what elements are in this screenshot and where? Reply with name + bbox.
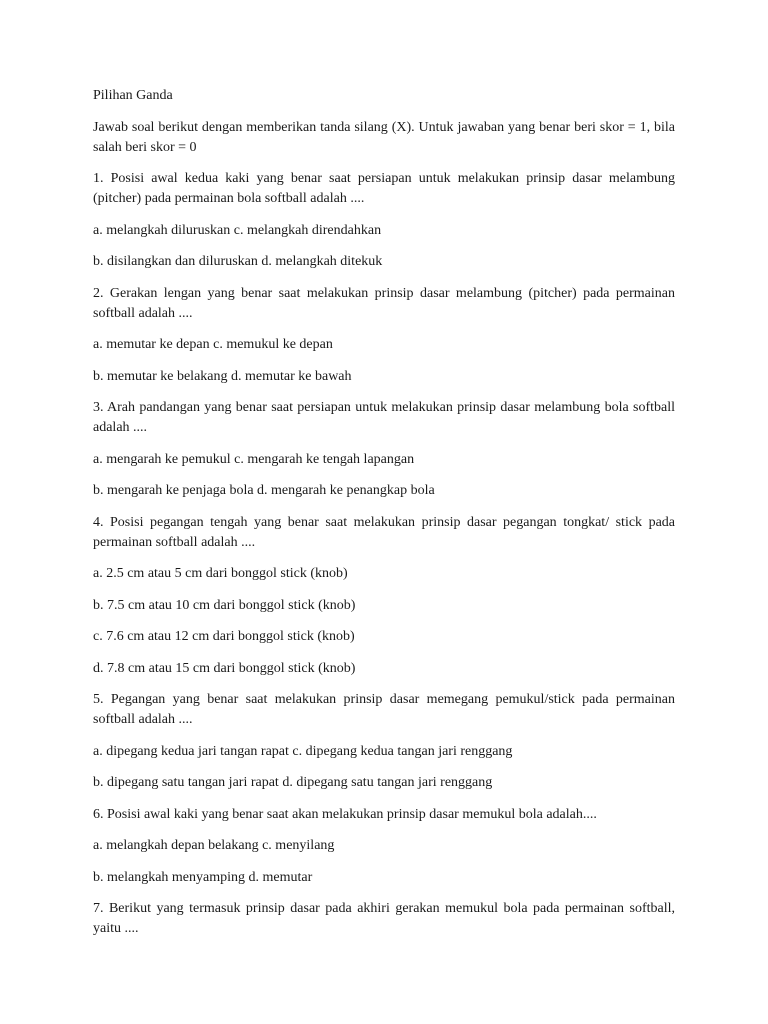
instruction-text: Jawab soal berikut dengan memberikan tanda silang (X). Untuk jawaban yang benar beri skor = 1, bila salah beri skor = 0 — [93, 119, 675, 155]
question-6-option-line-1: a. melangkah depan belakang c. menyilang — [93, 838, 335, 853]
question-3: 3. Arah pandangan yang benar saat persiapan untuk melakukan prinsip dasar melambung bola softball adalah .... — [93, 400, 675, 435]
question-4-option-d: d. 7.8 cm atau 15 cm dari bonggol stick (knob) — [93, 660, 356, 676]
section-heading: Pilihan Ganda — [93, 88, 173, 103]
question-5-option-line-2: b. dipegang satu tangan jari rapat d. dipegang satu tangan jari renggang — [93, 775, 493, 790]
question-1-option-line-1: a. melangkah diluruskan c. melangkah direndahkan — [93, 222, 382, 238]
question-1-option-line-2: b. disilangkan dan diluruskan d. melangkah ditekuk — [93, 254, 383, 269]
question-4-option-b: b. 7.5 cm atau 10 cm dari bonggol stick (knob) — [93, 597, 356, 613]
document-page — [93, 86, 675, 951]
question-5: 5. Pegangan yang benar saat melakukan prinsip dasar memegang pemukul/stick pada permainan softball adalah .... — [93, 692, 675, 727]
question-2: 2. Gerakan lengan yang benar saat melakukan prinsip dasar melambung (pitcher) pada permainan softball adalah .... — [93, 285, 675, 321]
question-7: 7. Berikut yang termasuk prinsip dasar pada akhiri gerakan memukul bola pada permainan softball, yaitu .... — [93, 901, 675, 936]
question-1: 1. Posisi awal kedua kaki yang benar saat persiapan untuk melakukan prinsip dasar melambung (pitcher) pada permainan bola softball adalah .... — [93, 171, 675, 206]
question-6-option-line-2: b. melangkah menyamping d. memutar — [93, 869, 313, 885]
question-2-option-line-1: a. memutar ke depan c. memukul ke depan — [93, 337, 333, 352]
question-3-option-line-1: a. mengarah ke pemukul c. mengarah ke tengah lapangan — [93, 451, 415, 467]
question-3-option-line-2: b. mengarah ke penjaga bola d. mengarah ke penangkap bola — [93, 483, 435, 498]
question-5-option-line-1: a. dipegang kedua jari tangan rapat c. dipegang kedua tangan jari renggang — [93, 743, 513, 759]
question-4-option-c: c. 7.6 cm atau 12 cm dari bonggol stick (knob) — [93, 629, 355, 644]
question-4-option-a: a. 2.5 cm atau 5 cm dari bonggol stick (knob) — [93, 566, 348, 581]
question-2-option-line-2: b. memutar ke belakang d. memutar ke bawah — [93, 368, 352, 384]
question-4: 4. Posisi pegangan tengah yang benar saat melakukan prinsip dasar pegangan tongkat/ stick pada permainan softball adalah .... — [93, 514, 675, 550]
question-6: 6. Posisi awal kaki yang benar saat akan melakukan prinsip dasar memukul bola adalah.... — [93, 806, 597, 822]
